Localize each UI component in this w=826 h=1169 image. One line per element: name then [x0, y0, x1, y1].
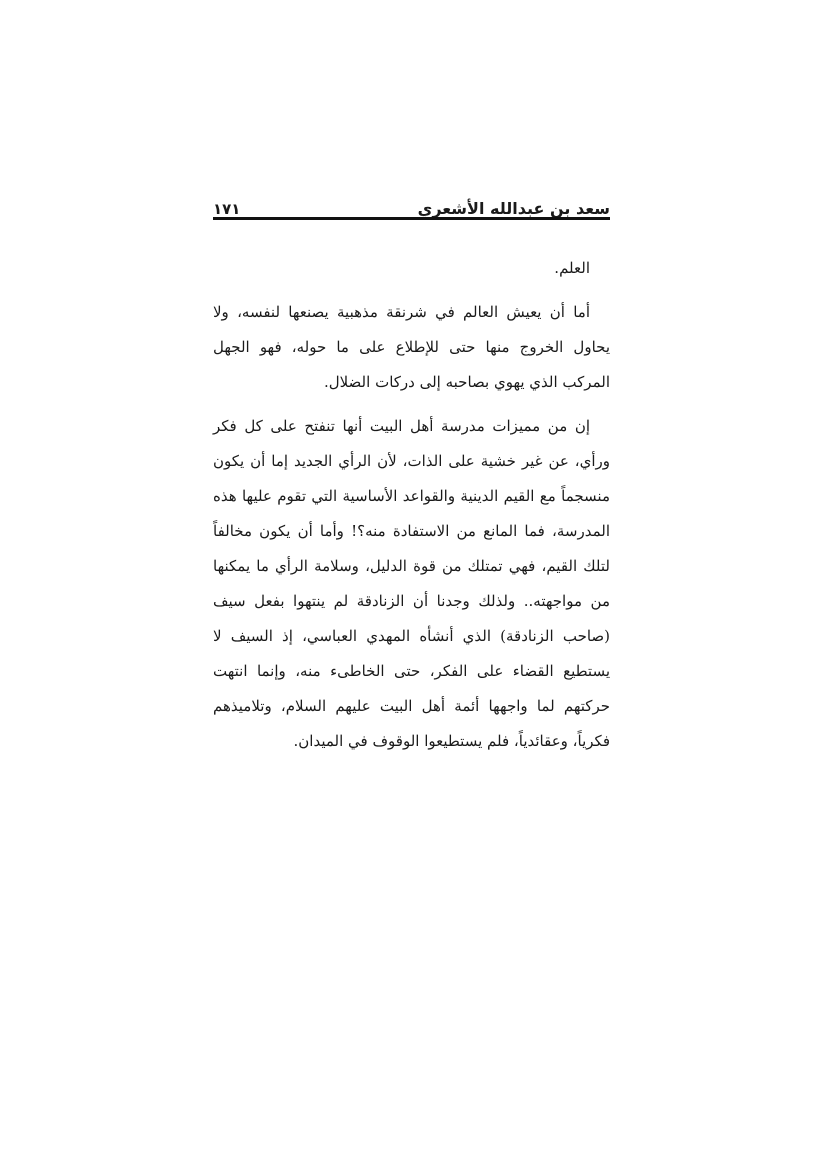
page-number: ١٧١ [213, 200, 241, 218]
header-rule [213, 217, 610, 220]
paragraph-1: العلم. [554, 259, 590, 277]
paragraph-2: أما أن يعيش العالم في شرنقة مذهبية يصنعها لنفسه، ولا يحاول الخروج منها حتى للإطلاع على ما حوله، فهو الجهل المركب الذي يهوي بصاحبه إلى دركات الضلال. [213, 303, 610, 391]
running-header [213, 196, 610, 218]
paragraph-3: إن من مميزات مدرسة أهل البيت أنها تنفتح على كل فكر ورأي، عن غير خشية على الذات، لأن الرأي الجديد إما أن يكون منسجماً مع القيم الدينية والقواعد الأساسية التي تقوم عليها هذه المدرسة، فما المانع من الاستفادة منه؟! وأما أن يكون مخالفاً لتلك القيم، فهي تمتلك من قوة الدليل، وسلامة الرأي ما يمكنها من مواجهته.. ولذلك وجدنا أن الزنادقة لم ينتهوا بفعل سيف (صاحب الزنادقة) الذي أنشأه المهدي العباسي، إذ السيف لا يستطيع القضاء على الفكر، حتى الخاطىء منه، وإنما انتهت حركتهم لما واجهها أئمة أهل البيت عليهم السلام، وتلاميذهم فكرياً، وعقائدياً، فلم يستطيعوا الوقوف في الميدان. [213, 417, 610, 750]
chapter-title: سعد بن عبدالله الأشعري [417, 199, 610, 218]
body-text [213, 251, 610, 759]
book-page [213, 0, 610, 1169]
